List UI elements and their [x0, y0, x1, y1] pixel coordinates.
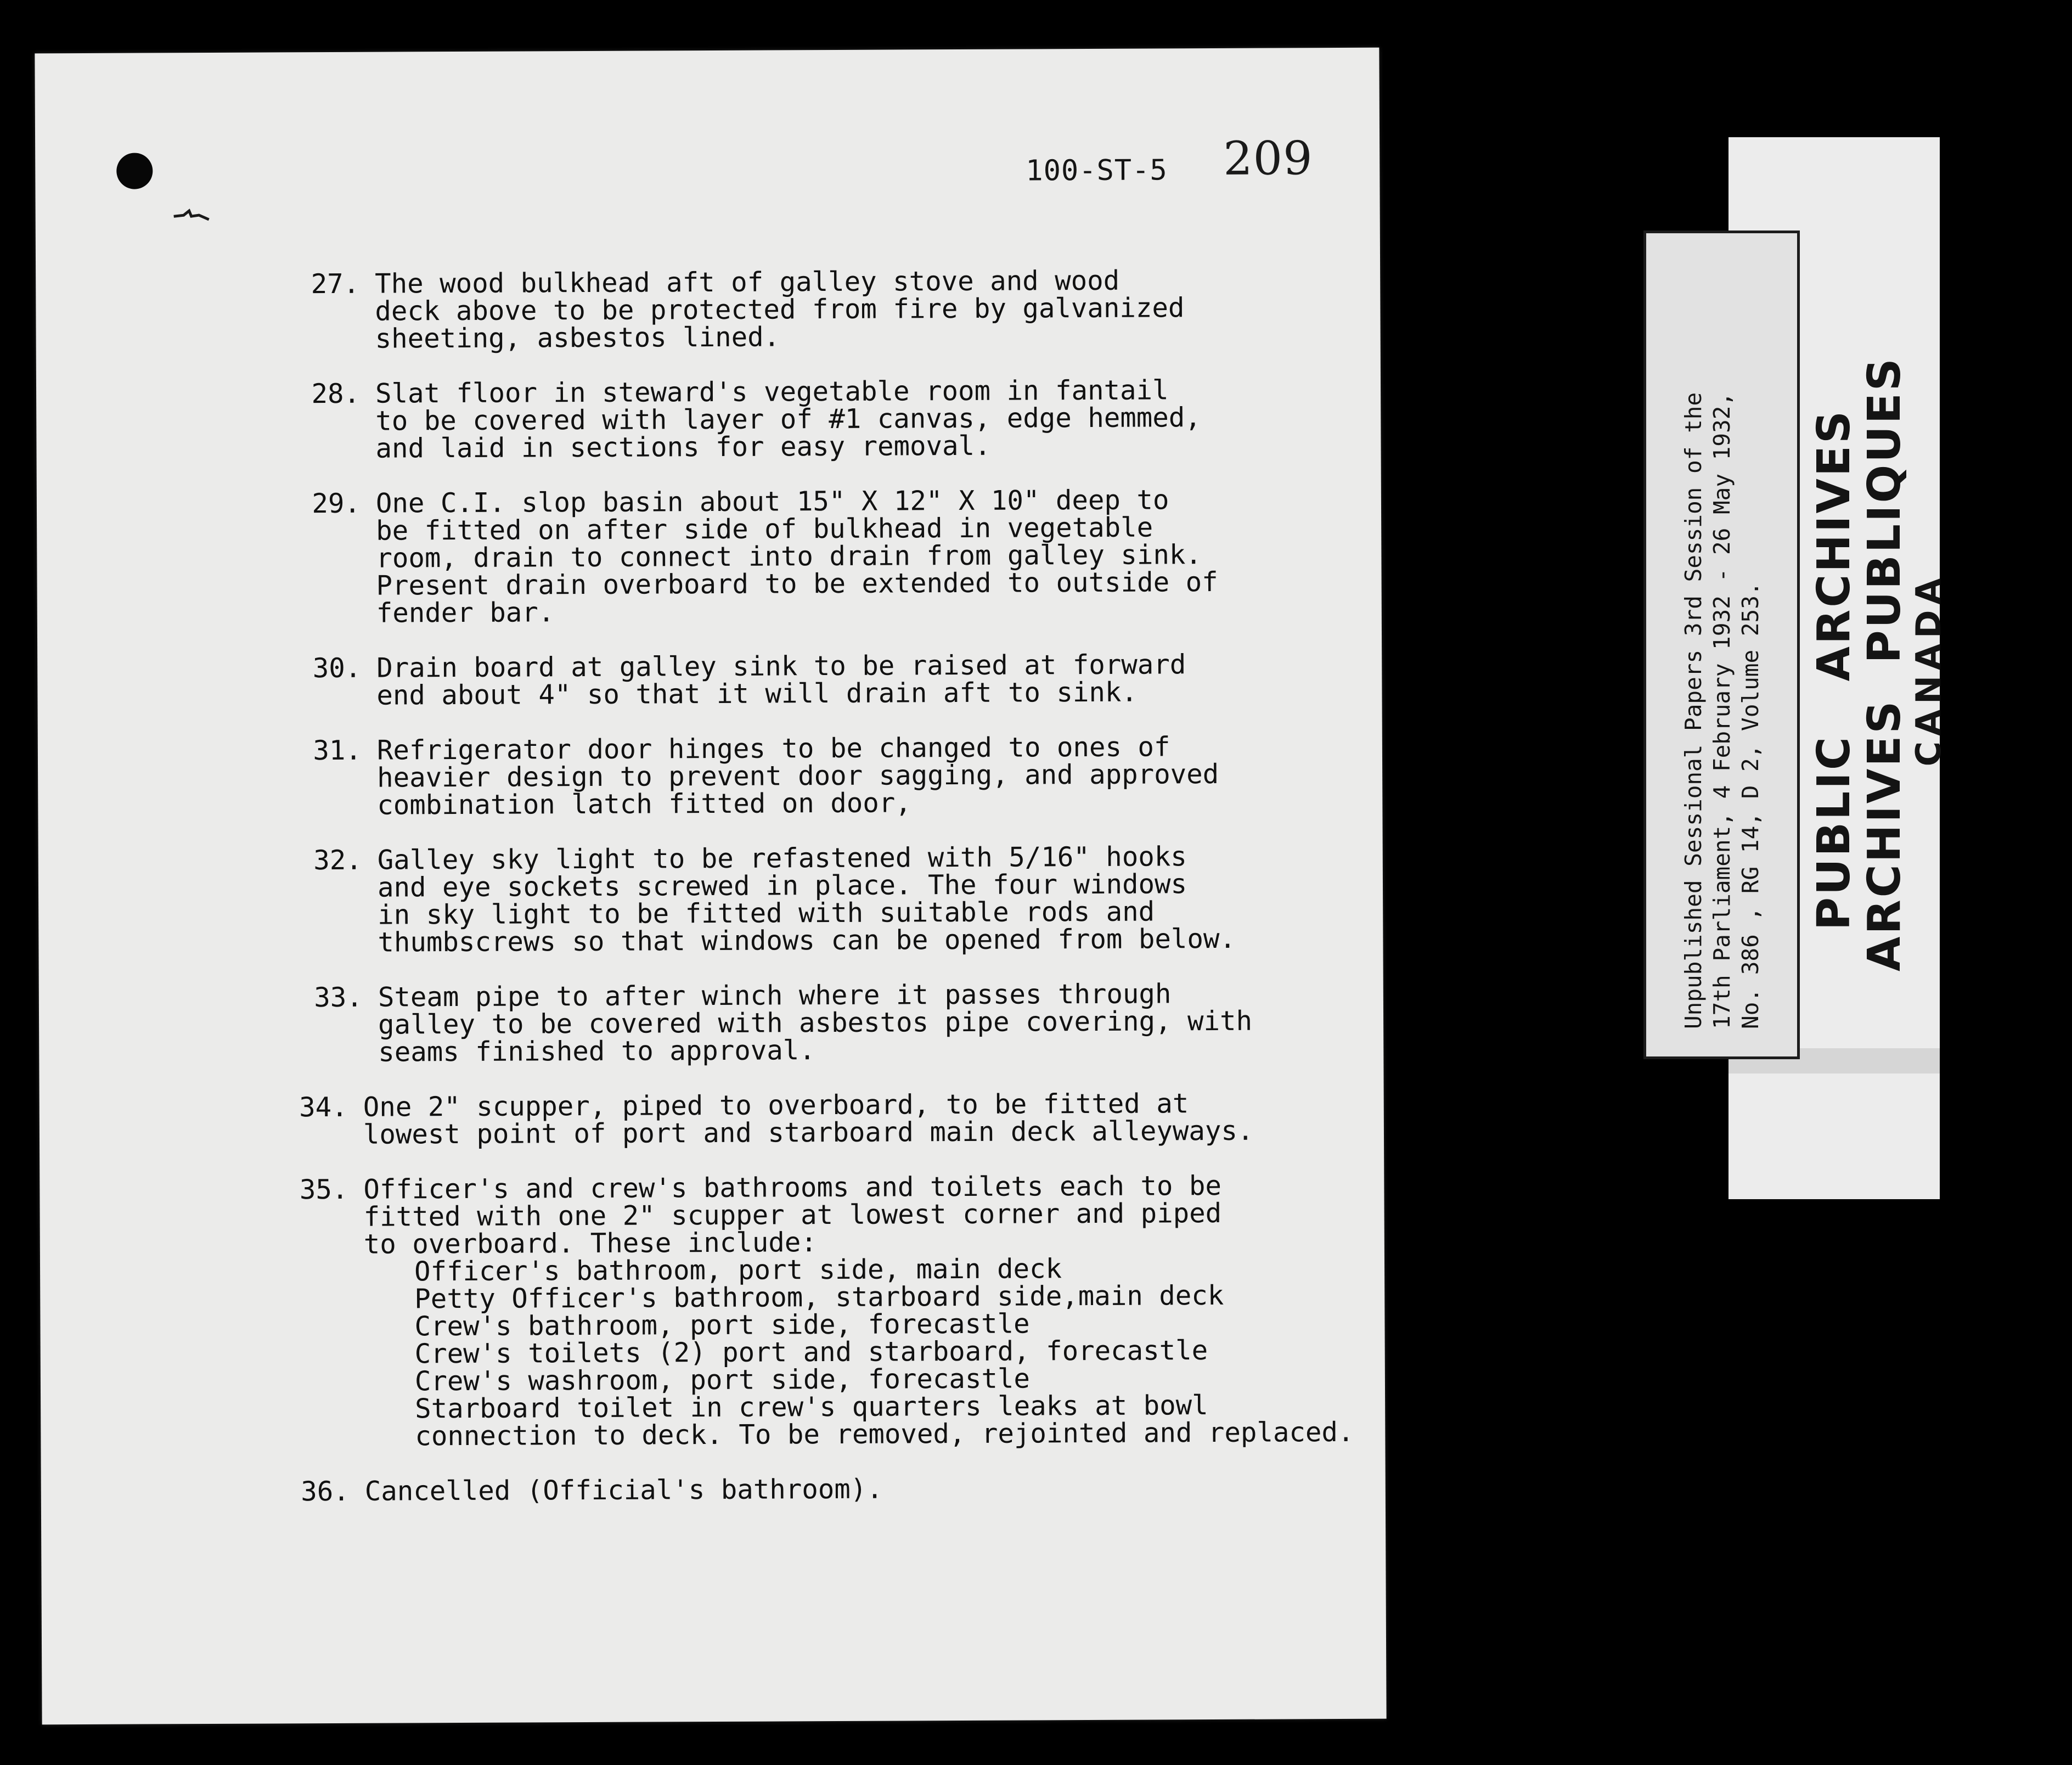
- archive-stamp: [1803, 356, 1953, 971]
- sub-item-line: Petty Officer's bathroom, starboard side,main deck: [414, 1279, 1224, 1315]
- item-number: 28.: [311, 378, 361, 410]
- item-line: One 2" scupper, piped to overboard, to be fitted at: [363, 1088, 1189, 1123]
- item-line: Refrigerator door hinges to be changed to ones of: [376, 731, 1170, 766]
- item-line: Present drain overboard to be extended to outside of: [376, 566, 1218, 602]
- pen-mark-icon: [173, 207, 210, 222]
- item-number: 31.: [313, 734, 362, 767]
- item-line: and laid in sections for easy removal.: [375, 430, 991, 464]
- sub-item-line: Starboard toilet in crew's quarters leaks at bowl: [415, 1390, 1208, 1425]
- specification-list: [283, 266, 1402, 1506]
- item-line: fitted with one 2" scupper at lowest corner and piped: [363, 1197, 1222, 1233]
- item-line: Officer's and crew's bathrooms and toilets each to be: [363, 1170, 1222, 1205]
- item-number: 29.: [312, 487, 361, 520]
- item-line: and eye sockets screwed in place. The four windows: [377, 868, 1187, 903]
- item-line: room, drain to connect into drain from galley sink.: [376, 539, 1202, 574]
- item-number: 34.: [299, 1091, 348, 1123]
- item-line: Slat floor in steward's vegetable room in fantail: [375, 374, 1169, 409]
- stamp-line-french: ARCHIVES PUBLIQUES: [1858, 356, 1911, 971]
- list-item: [288, 1474, 1402, 1506]
- list-item: [286, 980, 1400, 1067]
- list-item: [284, 650, 1398, 710]
- item-number: 30.: [312, 652, 362, 684]
- list-item: [285, 733, 1399, 820]
- sub-item-line: connection to deck. To be removed, rejointed and replaced.: [415, 1416, 1354, 1452]
- item-line: The wood bulkhead aft of galley stove and wood: [375, 265, 1120, 300]
- sub-item-line: Crew's bathroom, port side, forecastle: [414, 1308, 1030, 1342]
- item-line: to overboard. These include:: [363, 1227, 817, 1260]
- page-number: 209: [1223, 131, 1313, 186]
- stamp-line-english: PUBLIC ARCHIVES: [1808, 408, 1860, 931]
- document-reference: 100-ST-5: [1026, 154, 1168, 188]
- item-line: end about 4" so that it will drain aft to sink.: [376, 676, 1138, 711]
- item-number: 35.: [299, 1173, 348, 1206]
- citation-line: No. 386 , RG 14, D 2, Volume 253.: [1737, 582, 1764, 1029]
- sub-item-line: Crew's washroom, port side, forecastle: [414, 1363, 1031, 1397]
- list-item: [285, 842, 1400, 957]
- sub-list: [364, 1254, 1402, 1451]
- list-item: [284, 486, 1398, 628]
- item-line: seams finished to approval.: [378, 1035, 815, 1068]
- item-line: Steam pipe to after winch where it passes through: [378, 978, 1172, 1013]
- item-line: One C.I. slop basin about 15" X 12" X 10" deep to: [375, 484, 1169, 519]
- sub-item-line: Officer's bathroom, port side, main deck: [414, 1253, 1062, 1288]
- item-line: Galley sky light to be refastened with 5/16" hooks: [377, 841, 1187, 876]
- item-number: 36.: [301, 1475, 350, 1508]
- item-number: 32.: [313, 844, 362, 876]
- document-page: [35, 48, 1386, 1725]
- item-line: heavier design to prevent door sagging, and approved: [377, 758, 1219, 794]
- item-line: galley to be covered with asbestos pipe covering, with: [378, 1005, 1253, 1041]
- list-item: [286, 1089, 1400, 1149]
- item-line: be fitted on after side of bulkhead in vegetable: [376, 511, 1153, 547]
- punch-hole: [116, 153, 153, 189]
- item-line: combination latch fitted on door,: [377, 787, 911, 821]
- item-line: deck above to be protected from fire by galvanized: [375, 292, 1185, 327]
- item-number: 27.: [311, 268, 360, 300]
- item-line: Cancelled (Official's bathroom).: [364, 1473, 883, 1507]
- item-line: thumbscrews so that windows can be opened from below.: [378, 923, 1236, 958]
- list-item: [286, 1172, 1401, 1451]
- item-line: sheeting, asbestos lined.: [375, 321, 780, 355]
- list-item: [283, 266, 1397, 353]
- item-line: in sky light to be fitted with suitable rods and: [378, 896, 1155, 931]
- citation-line: Unpublished Sessional Papers 3rd Session of the: [1680, 392, 1707, 1029]
- item-line: to be covered with layer of #1 canvas, edge hemmed,: [375, 402, 1201, 437]
- citation-line: 17th Parliament, 4 February 1932 - 26 May 1932,: [1708, 392, 1735, 1029]
- item-line: fender bar.: [376, 597, 555, 629]
- sub-item-line: Crew's toilets (2) port and starboard, forecastle: [414, 1335, 1208, 1370]
- item-number: 33.: [314, 981, 363, 1014]
- item-line: lowest point of port and starboard main deck alleyways.: [363, 1115, 1254, 1150]
- stamp-line-country: CANADA: [1908, 572, 1949, 767]
- archive-citation-slip: [1643, 231, 1800, 1059]
- item-line: Drain board at galley sink to be raised at forward: [376, 649, 1186, 684]
- list-item: [283, 376, 1398, 463]
